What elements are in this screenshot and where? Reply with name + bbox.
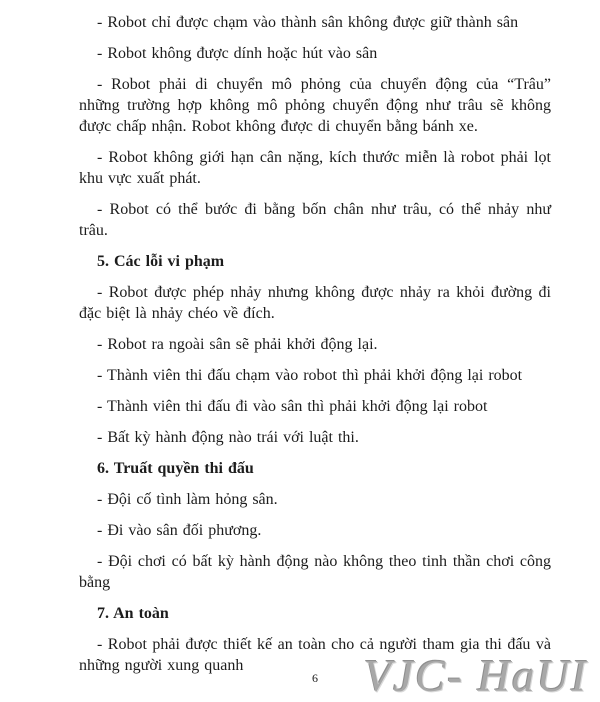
watermark: VJC- HaUI: [363, 651, 588, 701]
rule-item: - Robot không giới hạn cân nặng, kích thước miễn là robot phải lọt khu vực xuất phát.: [79, 149, 551, 187]
rule-item: - Bất kỳ hành động nào trái với luật thi.: [97, 429, 359, 446]
document-body: [79, 12, 551, 686]
rule-item: - Robot có thể bước đi bằng bốn chân như trâu, có thể nhảy như trâu.: [79, 201, 551, 239]
rule-item: - Đi vào sân đối phương.: [97, 522, 262, 539]
section-heading: 7. An toàn: [97, 605, 169, 622]
rule-item: - Robot ra ngoài sân sẽ phải khởi động lại.: [97, 336, 378, 353]
rule-item: - Robot chỉ được chạm vào thành sân không được giữ thành sân: [97, 14, 519, 31]
rule-item: - Robot được phép nhảy nhưng không được nhảy ra khỏi đường đi đặc biệt là nhảy chéo về đích.: [79, 284, 551, 322]
rule-item: - Robot không được dính hoặc hút vào sân: [97, 45, 378, 62]
rule-item: - Thành viên thi đấu chạm vào robot thì phải khởi động lại robot: [97, 367, 523, 384]
rule-item: - Robot phải được thiết kế an toàn cho cả người tham gia thi đấu và những người xung quanh: [79, 636, 551, 674]
section-heading: 6. Truất quyền thi đấu: [97, 460, 254, 477]
page-number: 6: [312, 671, 318, 685]
rule-item: - Đội cố tình làm hỏng sân.: [97, 491, 278, 508]
section-heading: 5. Các lỗi vi phạm: [97, 253, 225, 270]
rule-item: - Robot phải di chuyển mô phỏng của chuyển động của “Trâu” những trường hợp không mô phỏng chuyển động như trâu sẽ không được chấp nhận. Robot không được di chuyển bằng bánh xe.: [79, 76, 551, 135]
rule-item: - Đội chơi có bất kỳ hành động nào không theo tinh thần chơi công bằng: [79, 553, 551, 591]
rule-item: - Thành viên thi đấu đi vào sân thì phải khởi động lại robot: [97, 398, 488, 415]
